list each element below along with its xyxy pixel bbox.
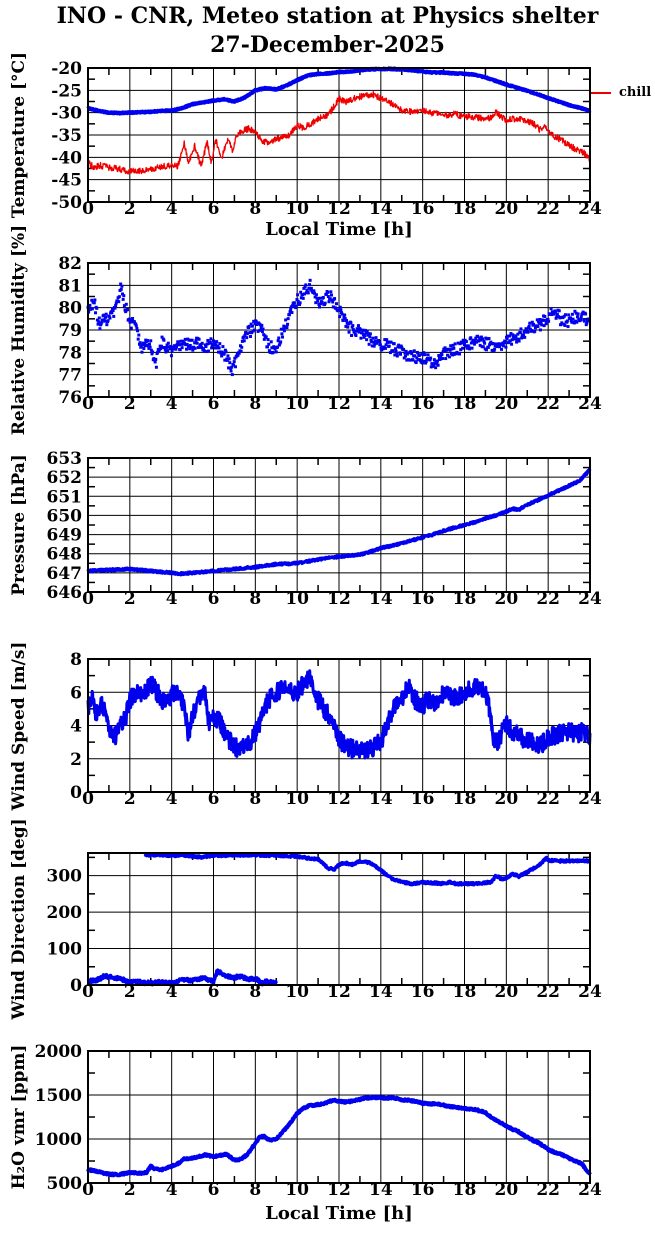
y-axis-label-h2o-vmr: H₂O vmr [ppm] [9,1044,29,1190]
svg-text:4: 4 [165,199,178,219]
svg-text:24: 24 [578,789,602,809]
svg-text:4: 4 [165,982,178,1002]
svg-text:651: 651 [46,487,82,508]
svg-text:4: 4 [165,1180,178,1200]
svg-text:-35: -35 [51,126,82,146]
svg-text:16: 16 [410,789,435,809]
svg-text:24: 24 [578,199,602,219]
svg-text:200: 200 [46,903,82,924]
svg-text:6: 6 [207,394,220,414]
svg-text:2: 2 [123,982,136,1002]
svg-text:20: 20 [494,1180,519,1200]
svg-text:0: 0 [70,976,82,996]
svg-text:8: 8 [249,394,262,414]
svg-text:12: 12 [327,589,351,609]
svg-text:648: 648 [46,544,82,565]
svg-text:-25: -25 [51,81,82,102]
svg-text:78: 78 [58,343,82,364]
svg-text:2000: 2000 [34,1042,82,1062]
pressure-chart [47,449,602,609]
svg-text:6: 6 [207,789,220,809]
svg-text:22: 22 [536,982,561,1002]
svg-text:2: 2 [123,394,136,414]
svg-text:82: 82 [58,254,82,274]
svg-text:6: 6 [207,982,220,1002]
svg-text:24: 24 [578,394,602,414]
y-axis-label-wind-direction: Wind Direction [deg] [9,818,29,1020]
svg-text:24: 24 [578,589,602,609]
temperature-chart [51,59,602,219]
svg-text:16: 16 [410,1180,435,1200]
wind-direction-chart [47,853,602,1002]
svg-text:79: 79 [58,321,82,341]
page-title: INO - CNR, Meteo station at Physics shelter [56,3,599,29]
svg-text:24: 24 [578,982,602,1002]
svg-text:14: 14 [368,982,393,1002]
svg-text:16: 16 [410,589,435,609]
svg-text:81: 81 [58,276,82,297]
svg-text:14: 14 [368,199,393,219]
svg-text:0: 0 [82,982,94,1002]
svg-text:20: 20 [494,589,519,609]
svg-text:2: 2 [123,789,136,809]
legend-chill [591,85,651,100]
svg-text:0: 0 [82,394,94,414]
x-axis-label-bottom: Local Time [h] [265,1203,413,1224]
svg-text:4: 4 [165,789,178,809]
svg-text:653: 653 [46,449,82,469]
svg-text:0: 0 [82,199,94,219]
svg-text:8: 8 [249,982,262,1002]
svg-text:12: 12 [327,789,351,809]
h2o-vmr-chart [35,1042,602,1200]
svg-text:18: 18 [452,394,477,414]
svg-text:8: 8 [249,199,262,219]
svg-text:100: 100 [46,939,82,960]
svg-text:2: 2 [70,749,82,770]
svg-text:10: 10 [285,982,310,1002]
svg-text:12: 12 [327,1180,351,1200]
svg-text:14: 14 [368,789,393,809]
svg-text:6: 6 [207,589,220,609]
svg-text:12: 12 [327,394,351,414]
svg-text:0: 0 [70,783,82,803]
svg-text:-50: -50 [51,193,82,213]
svg-text:650: 650 [46,506,82,527]
svg-text:500: 500 [46,1174,82,1194]
svg-text:2: 2 [123,1180,136,1200]
svg-text:76: 76 [58,388,82,408]
svg-text:10: 10 [285,789,310,809]
svg-text:6: 6 [70,683,82,704]
svg-text:18: 18 [452,1180,477,1200]
svg-text:18: 18 [452,982,477,1002]
svg-text:6: 6 [207,199,220,219]
svg-text:1500: 1500 [34,1086,82,1106]
svg-text:-45: -45 [51,170,82,191]
legend-chill-label: chill [619,85,652,100]
svg-text:22: 22 [536,589,561,609]
svg-text:14: 14 [368,589,393,609]
svg-text:4: 4 [165,589,178,609]
svg-text:80: 80 [58,298,82,319]
svg-text:20: 20 [494,199,519,219]
svg-text:1000: 1000 [34,1130,82,1150]
svg-text:16: 16 [410,199,435,219]
svg-text:22: 22 [536,394,561,414]
y-axis-label-wind-speed: Wind Speed [m/s] [9,641,29,810]
svg-text:2: 2 [123,199,136,219]
svg-text:10: 10 [285,1180,310,1200]
chill-line-marker [591,92,611,94]
svg-text:20: 20 [494,394,519,414]
wind-speed-chart [70,650,602,809]
svg-text:6: 6 [207,1180,220,1200]
y-axis-label-pressure: Pressure [hPa] [9,454,29,596]
svg-text:10: 10 [285,394,310,414]
svg-text:18: 18 [452,199,477,219]
svg-text:22: 22 [536,199,561,219]
svg-text:12: 12 [327,199,351,219]
svg-text:16: 16 [410,394,435,414]
x-axis-label-top: Local Time [h] [265,219,413,240]
svg-text:77: 77 [58,365,82,386]
svg-text:12: 12 [327,982,351,1002]
y-axis-label-relative-humidity: Relative Humidity [%] [9,224,29,436]
svg-text:0: 0 [82,1180,94,1200]
svg-text:-20: -20 [51,59,82,79]
svg-text:300: 300 [46,866,82,887]
svg-text:8: 8 [249,589,262,609]
svg-text:20: 20 [494,982,519,1002]
svg-text:649: 649 [46,525,82,546]
svg-text:24: 24 [578,1180,602,1200]
svg-text:14: 14 [368,1180,393,1200]
relative-humidity-chart [58,254,602,414]
page-date: 27-December-2025 [210,32,445,58]
svg-text:0: 0 [82,589,94,609]
svg-text:4: 4 [70,716,82,737]
svg-text:10: 10 [285,199,310,219]
svg-text:18: 18 [452,589,477,609]
svg-text:2: 2 [123,589,136,609]
svg-text:16: 16 [410,982,435,1002]
svg-text:-40: -40 [51,148,82,169]
svg-text:18: 18 [452,789,477,809]
svg-text:14: 14 [368,394,393,414]
svg-text:8: 8 [249,1180,262,1200]
svg-text:22: 22 [536,789,561,809]
svg-text:0: 0 [82,789,94,809]
svg-text:8: 8 [70,650,82,670]
svg-text:-30: -30 [51,103,82,124]
svg-text:652: 652 [46,468,82,489]
svg-text:22: 22 [536,1180,561,1200]
svg-text:8: 8 [249,789,262,809]
svg-text:20: 20 [494,789,519,809]
y-axis-label-temperature: Temperature [°C] [9,51,29,219]
svg-text:646: 646 [46,583,82,603]
svg-text:4: 4 [165,394,178,414]
svg-text:647: 647 [46,563,82,584]
svg-text:10: 10 [285,589,310,609]
